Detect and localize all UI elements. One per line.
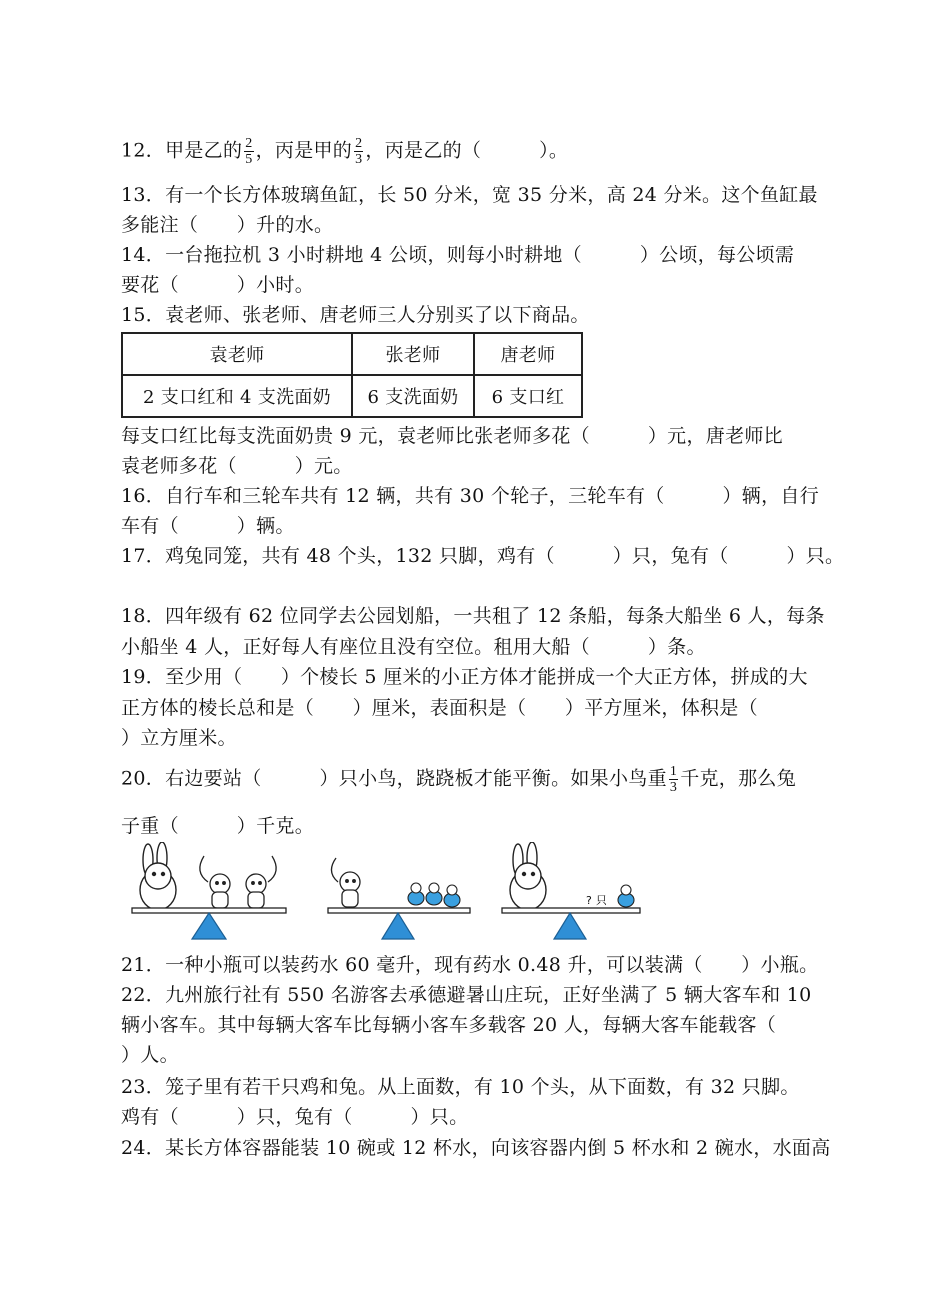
seesaw-scene-3	[500, 842, 645, 942]
bird-icon	[408, 883, 424, 905]
question-16-line-1: 16．自行车和三轮车共有 12 辆，共有 30 个轮子，三轮车有（ ）辆，自行	[121, 485, 819, 507]
question-16-line-2: 车有（ ）辆。	[121, 515, 295, 537]
question-22-line-1: 22．九州旅行社有 550 名游客去承德避暑山庄玩，正好坐满了 5 辆大客车和 10	[121, 984, 812, 1006]
table-header-cell: 张老师	[352, 333, 474, 375]
question-13-line-1: 13．有一个长方体玻璃鱼缸，长 50 分米，宽 35 分米，高 24 分米。这个鱼缸最	[121, 184, 818, 206]
table-cell: 6 支口红	[474, 375, 582, 417]
rabbit-icon	[510, 842, 546, 910]
question-14-line-1: 14．一台拖拉机 3 小时耕地 4 公顷，则每小时耕地（ ）公顷，每公顷需	[121, 244, 795, 266]
question-15-line-2: 每支口红比每支洗面奶贵 9 元，袁老师比张老师多花（ ）元，唐老师比	[121, 425, 783, 447]
bird-icon	[444, 885, 460, 907]
question-20-line-1: 20．右边要站（ ）只小鸟，跷跷板才能平衡。如果小鸟重 $\frac{1}{3}$ 千克，那么兔	[121, 764, 797, 795]
fraction-2-5: $\frac{2}{5}$	[245, 136, 253, 167]
bird-icon	[618, 885, 634, 907]
table-header-cell: 袁老师	[122, 333, 352, 375]
question-12: 12．甲是乙的 $\frac{2}{5}$ ，丙是甲的 $\frac{2}{3}$ ，丙是乙的（ ）。	[121, 136, 569, 167]
seesaw-question-label: ? 只	[586, 894, 608, 907]
squirrel-icon	[200, 856, 230, 908]
question-17-line-1: 17．鸡兔同笼，共有 48 个头，132 只脚，鸡有（ ）只，兔有（ ）只。	[121, 545, 845, 567]
table-header-cell: 唐老师	[474, 333, 582, 375]
rabbit-icon	[140, 842, 176, 910]
seesaw-fulcrum	[382, 913, 414, 939]
seesaw-fulcrum	[554, 913, 586, 939]
table-cell: 6 支洗面奶	[352, 375, 474, 417]
bird-icon	[426, 883, 442, 905]
question-15-line-3: 袁老师多花（ ）元。	[121, 455, 353, 477]
question-23-line-2: 鸡有（ ）只，兔有（ ）只。	[121, 1106, 469, 1128]
question-22-line-3: ）人。	[121, 1044, 179, 1066]
squirrel-icon	[246, 856, 276, 908]
seesaw-fulcrum	[192, 913, 226, 939]
question-19-line-3: ）立方厘米。	[121, 727, 237, 749]
seesaw-scene-2	[326, 842, 476, 942]
question-18-line-1: 18．四年级有 62 位同学去公园划船，一共租了 12 条船，每条大船坐 6 人，每条	[121, 605, 825, 627]
question-15-line-1: 15．袁老师、张老师、唐老师三人分别买了以下商品。	[121, 304, 590, 326]
question-21-line-1: 21．一种小瓶可以装药水 60 毫升，现有药水 0.48 升，可以装满（ ）小瓶。	[121, 954, 819, 976]
question-22-line-2: 辆小客车。其中每辆大客车比每辆小客车多载客 20 人，每辆大客车能载客（	[121, 1014, 777, 1036]
question-19-line-1: 19．至少用（ ）个棱长 5 厘米的小正方体才能拼成一个大正方体，拼成的大	[121, 666, 808, 688]
question-19-line-2: 正方体的棱长总和是（ ）厘米，表面积是（ ）平方厘米，体积是（	[121, 697, 758, 719]
seesaw-plank	[328, 908, 470, 913]
table-cell: 2 支口红和 4 支洗面奶	[122, 375, 352, 417]
table-header-row	[122, 333, 582, 375]
squirrel-icon	[331, 858, 360, 907]
table-row	[122, 375, 582, 417]
question-14-line-2: 要花（ ）小时。	[121, 274, 315, 296]
question-18-line-2: 小船坐 4 人，正好每人有座位且没有空位。租用大船（ ）条。	[121, 636, 706, 658]
fraction-2-3: $\frac{2}{3}$	[355, 136, 363, 167]
fraction-1-3: $\frac{1}{3}$	[669, 764, 678, 795]
purchase-table	[121, 332, 583, 418]
question-13-line-2: 多能注（ ）升的水。	[121, 214, 334, 236]
seesaw-plank	[502, 908, 640, 913]
question-20-line-2: 子重（ ）千克。	[121, 815, 315, 837]
question-23-line-1: 23．笼子里有若干只鸡和兔。从上面数，有 10 个头，从下面数，有 32 只脚。	[121, 1076, 800, 1098]
question-24-line-1: 24．某长方体容器能装 10 碗或 12 杯水，向该容器内倒 5 杯水和 2 碗水，水面高	[121, 1137, 831, 1159]
seesaw-scene-1	[130, 842, 290, 942]
